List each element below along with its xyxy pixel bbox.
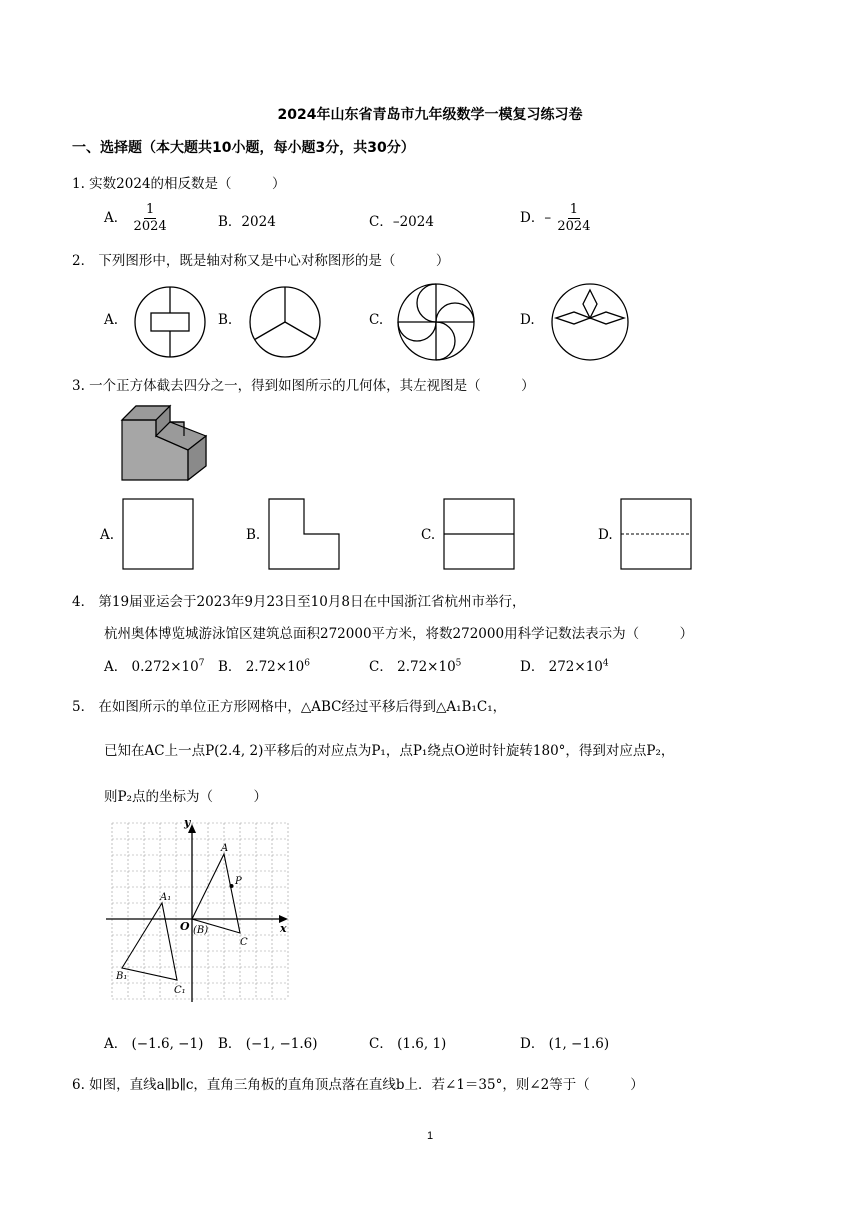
question-4-line-2: 杭州奥体博览城游泳馆区建筑总面积272000平方米，将数272000用科学记数法表示为（ ） <box>104 626 694 642</box>
q3-option-a-label: A. <box>100 527 115 543</box>
section-heading: 一、选择题（本大题共10小题，每小题3分，共30分） <box>72 140 415 156</box>
q1-option-a-label: A． <box>104 210 128 226</box>
q5-option-d: D． (1, −1.6) <box>520 1036 610 1052</box>
label-y: y <box>184 816 191 829</box>
q4-option-b <box>218 655 310 675</box>
question-2-stem: 2． 下列图形中，既是轴对称又是中心对称图形的是（ ） <box>72 253 450 269</box>
q2-option-d-label: D. <box>520 312 535 328</box>
q1-d-denominator: 2024 <box>557 219 591 234</box>
q3-option-d-label: D. <box>598 527 613 543</box>
q1-d-numerator: 1 <box>569 202 579 217</box>
question-5-line-1: 5． 在如图所示的单位正方形网格中，△ABC经过平移后得到△A₁B₁C₁， <box>72 699 507 715</box>
question-5-line-3: 则P₂点的坐标为（ ） <box>104 789 267 805</box>
q3-view-c <box>443 498 515 570</box>
q1-a-denominator: 2024 <box>133 219 167 234</box>
q4-d-exponent: 4 <box>602 658 609 669</box>
q5-option-b: B． (−1, −1.6) <box>218 1036 318 1052</box>
q1-option-a <box>104 202 169 235</box>
q4-d-base: D． 272×10 <box>520 659 603 675</box>
question-1-stem: 1. 实数2024的相反数是（ ） <box>72 176 286 192</box>
q2-figure-b <box>245 282 325 362</box>
q1-option-a-fraction <box>132 202 169 235</box>
q3-view-a <box>122 498 194 570</box>
q1-option-d <box>520 202 592 235</box>
question-3-stem: 3. 一个正方体截去四分之一，得到如图所示的几何体，其左视图是（ ） <box>72 378 535 394</box>
triangle-a1b1c1 <box>122 903 177 980</box>
q4-option-a <box>104 655 204 675</box>
q4-c-base: C． 2.72×10 <box>369 659 456 675</box>
point-p <box>230 884 234 888</box>
q5-grid-lines <box>112 823 288 999</box>
label-b1: B₁ <box>116 971 128 982</box>
label-c: C <box>240 937 248 948</box>
q1-option-c: C．–2024 <box>369 214 434 230</box>
label-p: P <box>235 876 242 887</box>
q2-option-b-label: B. <box>218 312 233 328</box>
question-6-stem: 6. 如图，直线a∥b∥c，直角三角板的直角顶点落在直线b上．若∠1＝35°，则∠2等于（ ） <box>72 1077 644 1093</box>
q3-view-b <box>268 498 340 570</box>
q1-option-d-label: D．– <box>520 210 552 226</box>
q5-option-c: C． (1.6, 1) <box>369 1036 447 1052</box>
q5-option-a: A． (−1.6, −1) <box>104 1036 204 1052</box>
q2-figure-a <box>130 282 210 362</box>
page-title: 2024年山东省青岛市九年级数学一模复习练习卷 <box>277 107 583 123</box>
label-a: A <box>221 843 229 854</box>
label-b: (B) <box>193 925 209 936</box>
label-c1: C₁ <box>174 985 186 996</box>
q4-b-exponent: 6 <box>304 658 310 669</box>
q4-c-exponent: 5 <box>455 658 462 669</box>
page-number: 1 <box>426 1130 434 1142</box>
label-o: O <box>180 920 190 933</box>
q3-option-b-label: B. <box>246 527 261 543</box>
q2-figure-c <box>394 280 478 364</box>
q2-figure-d <box>548 280 632 364</box>
question-5-line-2: 已知在AC上一点P(2.4, 2)平移后的对应点为P₁，点P₁绕点O逆时针旋转180°，得到对应点P₂， <box>104 743 675 759</box>
q4-option-d <box>520 655 609 675</box>
q4-a-base: A． 0.272×10 <box>104 659 199 675</box>
q1-a-numerator: 1 <box>145 202 155 217</box>
q2-option-c-label: C. <box>369 312 384 328</box>
label-a1: A₁ <box>160 892 172 903</box>
label-x: x <box>280 922 287 935</box>
q2-option-a-label: A. <box>104 312 119 328</box>
q3-option-c-label: C. <box>421 527 436 543</box>
q3-solid-figure <box>118 402 210 486</box>
q4-b-base: B． 2.72×10 <box>218 659 305 675</box>
q3-view-d <box>620 498 692 570</box>
triangle-abc <box>192 854 240 933</box>
q5-grid-figure <box>104 816 294 1006</box>
q1-option-d-fraction <box>555 202 592 235</box>
q1-option-b: B．2024 <box>218 214 276 230</box>
q4-option-c <box>369 655 461 675</box>
q4-a-exponent: 7 <box>198 658 205 669</box>
question-4-line-1: 4． 第19届亚运会于2023年9月23日至10月8日在中国浙江省杭州市举行， <box>72 594 526 610</box>
